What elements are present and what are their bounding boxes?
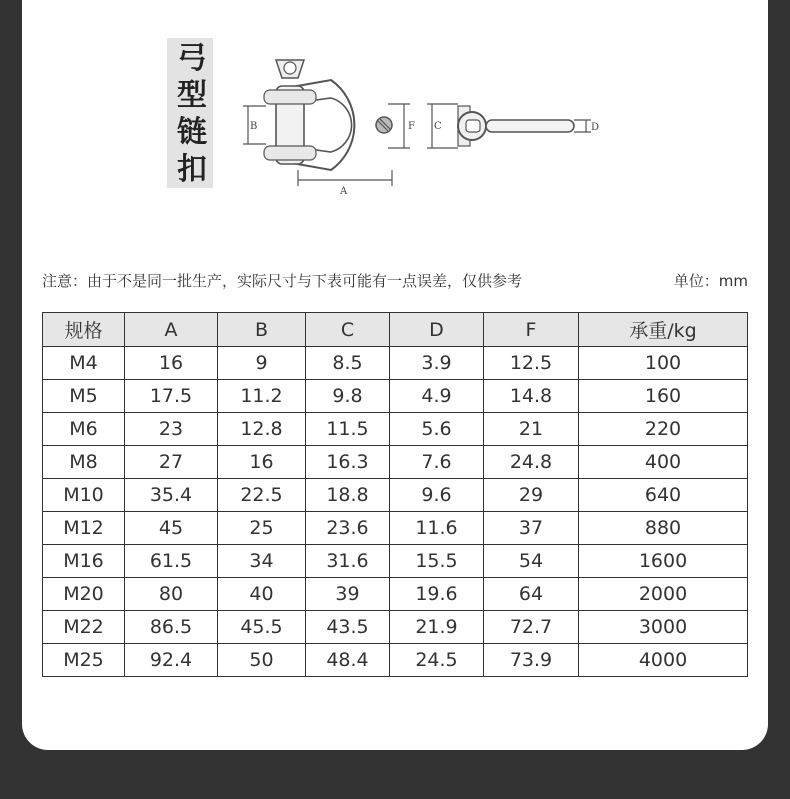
table-cell: 8.5	[306, 347, 390, 380]
table-cell: 9.6	[390, 479, 484, 512]
table-row	[43, 644, 748, 677]
table-cell: 34	[218, 545, 306, 578]
table-cell: 64	[484, 578, 579, 611]
table-cell: 18.8	[306, 479, 390, 512]
table-cell: 11.5	[306, 413, 390, 446]
table-cell: M20	[43, 578, 125, 611]
table-cell: 45	[125, 512, 218, 545]
header-cell: D	[390, 313, 484, 347]
product-title	[172, 40, 212, 188]
table-cell: 86.5	[125, 611, 218, 644]
table-cell: 14.8	[484, 380, 579, 413]
table-cell: 4000	[579, 644, 748, 677]
table-cell: 11.6	[390, 512, 484, 545]
header-cell: B	[218, 313, 306, 347]
table-cell: M16	[43, 545, 125, 578]
shackle-diagram	[236, 48, 616, 198]
table-cell: 220	[579, 413, 748, 446]
dim-label-f: F	[408, 121, 415, 132]
table-cell: M25	[43, 644, 125, 677]
table-cell: 61.5	[125, 545, 218, 578]
table-cell: M5	[43, 380, 125, 413]
table-cell: 31.6	[306, 545, 390, 578]
table-cell: 43.5	[306, 611, 390, 644]
table-cell: 16	[218, 446, 306, 479]
table-row	[43, 413, 748, 446]
table-cell: 24.8	[484, 446, 579, 479]
table-cell: 160	[579, 380, 748, 413]
table-row	[43, 380, 748, 413]
table-cell: 2000	[579, 578, 748, 611]
header-cell: F	[484, 313, 579, 347]
table-cell: 100	[579, 347, 748, 380]
table-cell: 72.7	[484, 611, 579, 644]
table-row	[43, 545, 748, 578]
title-char: 型	[177, 78, 207, 113]
dim-label-c: C	[434, 121, 442, 132]
table-cell: 73.9	[484, 644, 579, 677]
dim-label-a: A	[340, 186, 348, 197]
table-cell: 22.5	[218, 479, 306, 512]
table-cell: 15.5	[390, 545, 484, 578]
unit-label: 单位：mm	[673, 272, 748, 290]
header-cell: A	[125, 313, 218, 347]
table-cell: 21	[484, 413, 579, 446]
table-cell: 9	[218, 347, 306, 380]
header-cell: 承重/kg	[579, 313, 748, 347]
table-cell: 50	[218, 644, 306, 677]
table-cell: 3000	[579, 611, 748, 644]
table-cell: 24.5	[390, 644, 484, 677]
table-cell: 27	[125, 446, 218, 479]
dim-label-b: B	[250, 121, 258, 132]
dim-label-d: D	[591, 122, 600, 133]
table-cell: 54	[484, 545, 579, 578]
title-char: 扣	[177, 152, 207, 187]
table-cell: 92.4	[125, 644, 218, 677]
table-row	[43, 347, 748, 380]
table-cell: 16.3	[306, 446, 390, 479]
table-cell: 40	[218, 578, 306, 611]
table-cell: 7.6	[390, 446, 484, 479]
table-cell: 11.2	[218, 380, 306, 413]
table-cell: 400	[579, 446, 748, 479]
title-char: 链	[177, 115, 207, 150]
table-cell: 19.6	[390, 578, 484, 611]
table-cell: 23	[125, 413, 218, 446]
table-cell: 37	[484, 512, 579, 545]
table-cell: M22	[43, 611, 125, 644]
table-row	[43, 512, 748, 545]
table-cell: 25	[218, 512, 306, 545]
header-cell: C	[306, 313, 390, 347]
table-cell: M10	[43, 479, 125, 512]
table-cell: 1600	[579, 545, 748, 578]
table-cell: 5.6	[390, 413, 484, 446]
table-cell: 48.4	[306, 644, 390, 677]
table-cell: 17.5	[125, 380, 218, 413]
table-cell: 9.8	[306, 380, 390, 413]
table-row	[43, 446, 748, 479]
table-cell: M12	[43, 512, 125, 545]
table-cell: 4.9	[390, 380, 484, 413]
spec-table	[42, 312, 748, 677]
table-cell: 12.5	[484, 347, 579, 380]
table-cell: 12.8	[218, 413, 306, 446]
table-row	[43, 611, 748, 644]
table-cell: 3.9	[390, 347, 484, 380]
table-header-row	[43, 313, 748, 347]
table-cell: M6	[43, 413, 125, 446]
table-row	[43, 578, 748, 611]
title-char: 弓	[177, 41, 207, 76]
table-cell: 35.4	[125, 479, 218, 512]
table-cell: 39	[306, 578, 390, 611]
table-cell: 29	[484, 479, 579, 512]
table-cell: 80	[125, 578, 218, 611]
table-cell: M4	[43, 347, 125, 380]
table-cell: 45.5	[218, 611, 306, 644]
table-cell: 23.6	[306, 512, 390, 545]
table-row	[43, 479, 748, 512]
table-cell: 640	[579, 479, 748, 512]
table-cell: M8	[43, 446, 125, 479]
tolerance-note: 注意：由于不是同一批生产，实际尺寸与下表可能有一点误差，仅供参考	[42, 272, 523, 290]
table-cell: 880	[579, 512, 748, 545]
table-cell: 21.9	[390, 611, 484, 644]
header-cell: 规格	[43, 313, 125, 347]
table-cell: 16	[125, 347, 218, 380]
